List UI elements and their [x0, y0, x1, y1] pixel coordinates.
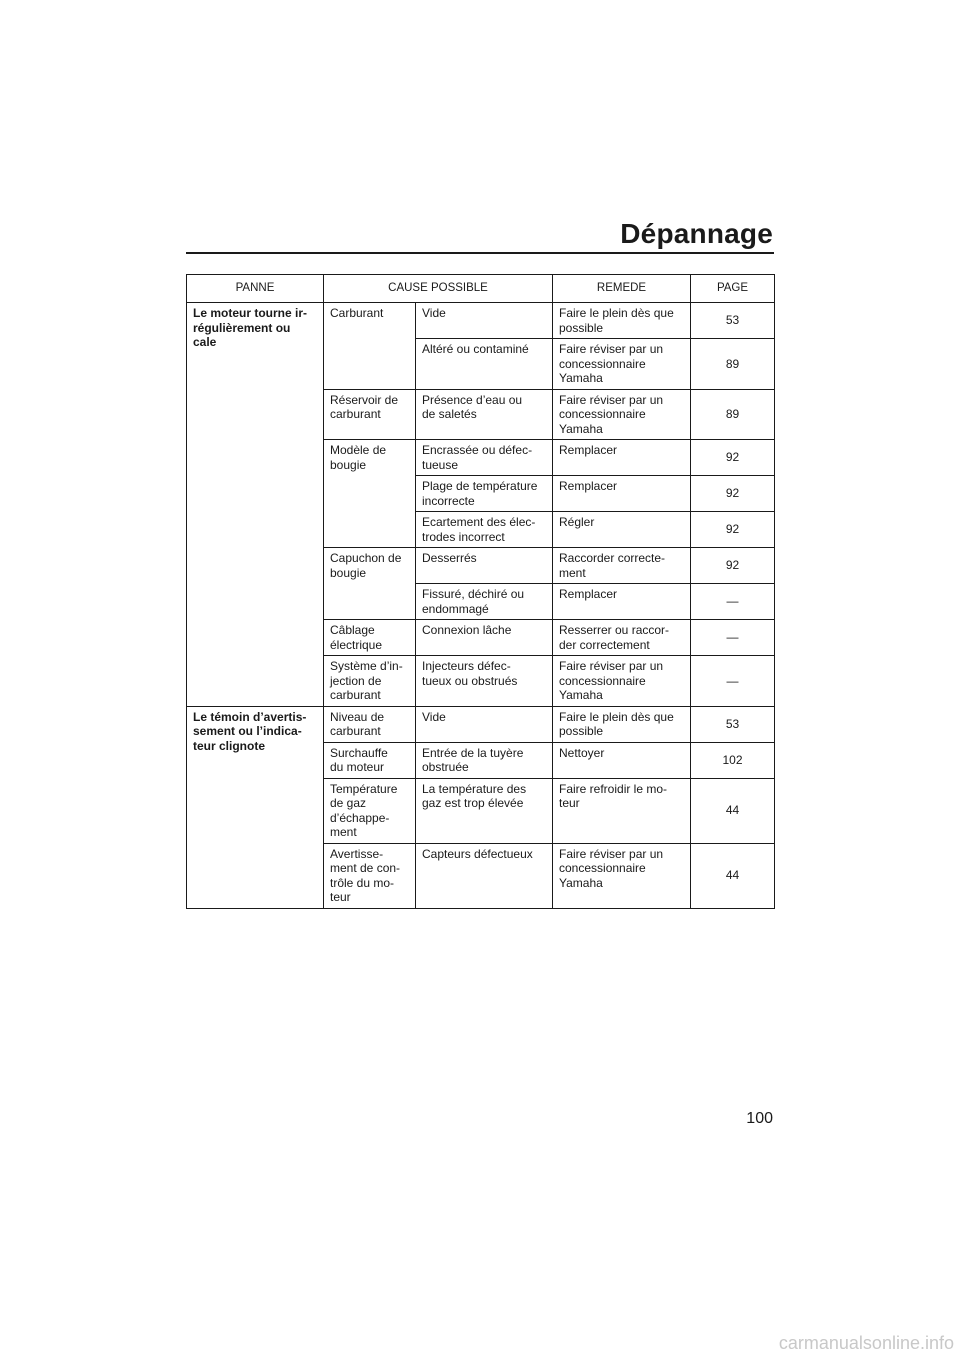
page-cell: 44	[691, 843, 775, 908]
remede-cell: Raccorder correcte- ment	[553, 548, 691, 584]
cause-cell: Niveau de carburant	[324, 706, 416, 742]
remede-cell: Faire le plein dès que possible	[553, 706, 691, 742]
table-row	[187, 706, 775, 742]
cause-detail-cell: Altéré ou contaminé	[416, 339, 553, 390]
page-cell: 44	[691, 778, 775, 843]
cause-cell: Carburant	[324, 303, 416, 390]
remede-cell: Faire réviser par un concessionnaire Yamaha	[553, 389, 691, 440]
remede-cell: Remplacer	[553, 440, 691, 476]
cause-cell: Câblage électrique	[324, 620, 416, 656]
remede-cell: Faire le plein dès que possible	[553, 303, 691, 339]
page-cell: —	[691, 584, 775, 620]
cause-detail-cell: Ecartement des élec- trodes incorrect	[416, 512, 553, 548]
cause-cell: Température de gaz d’échappe- ment	[324, 778, 416, 843]
header-panne: PANNE	[187, 275, 324, 303]
cause-cell: Système d’in- jection de carburant	[324, 656, 416, 707]
remede-cell: Remplacer	[553, 584, 691, 620]
cause-detail-cell: Vide	[416, 706, 553, 742]
page-cell: 92	[691, 512, 775, 548]
panne-cell: Le témoin d’avertis- sement ou l’indica- teur clignote	[187, 706, 324, 908]
page-cell: 92	[691, 548, 775, 584]
cause-detail-cell: Fissuré, déchiré ou endommagé	[416, 584, 553, 620]
cause-cell: Surchauffe du moteur	[324, 742, 416, 778]
page-cell: 53	[691, 706, 775, 742]
page-cell: 89	[691, 339, 775, 390]
page-cell: 53	[691, 303, 775, 339]
table-row	[187, 303, 775, 339]
page-cell: —	[691, 620, 775, 656]
header-cause: CAUSE POSSIBLE	[324, 275, 553, 303]
cause-detail-cell: Présence d’eau ou de saletés	[416, 389, 553, 440]
cause-cell: Modèle de bougie	[324, 440, 416, 548]
title-rule	[186, 252, 774, 254]
header-remede: REMEDE	[553, 275, 691, 303]
page-cell: 92	[691, 476, 775, 512]
cause-cell: Capuchon de bougie	[324, 548, 416, 620]
page-title: Dépannage	[620, 218, 773, 249]
cause-detail-cell: Capteurs défectueux	[416, 843, 553, 908]
remede-cell: Faire réviser par un concessionnaire Yamaha	[553, 656, 691, 707]
page-cell: —	[691, 656, 775, 707]
page-cell: 89	[691, 389, 775, 440]
remede-cell: Faire réviser par un concessionnaire Yamaha	[553, 843, 691, 908]
remede-cell: Faire refroidir le mo- teur	[553, 778, 691, 843]
cause-detail-cell: Connexion lâche	[416, 620, 553, 656]
troubleshooting-table	[186, 274, 775, 909]
table-header-row	[187, 275, 775, 303]
cause-detail-cell: Vide	[416, 303, 553, 339]
cause-detail-cell: Plage de température incorrecte	[416, 476, 553, 512]
remede-cell: Resserrer ou raccor- der correctement	[553, 620, 691, 656]
remede-cell: Faire réviser par un concessionnaire Yamaha	[553, 339, 691, 390]
cause-cell: Avertisse- ment de con- trôle du mo- teur	[324, 843, 416, 908]
page-cell: 102	[691, 742, 775, 778]
remede-cell: Régler	[553, 512, 691, 548]
watermark: carmanualsonline.info	[778, 1333, 954, 1353]
remede-cell: Remplacer	[553, 476, 691, 512]
cause-detail-cell: Encrassée ou défec- tueuse	[416, 440, 553, 476]
page-number: 100	[746, 1110, 773, 1127]
header-page: PAGE	[691, 275, 775, 303]
cause-detail-cell: Injecteurs défec- tueux ou obstrués	[416, 656, 553, 707]
table-body	[187, 303, 775, 909]
cause-detail-cell: Entrée de la tuyère obstruée	[416, 742, 553, 778]
cause-cell: Réservoir de carburant	[324, 389, 416, 440]
cause-detail-cell: La température des gaz est trop élevée	[416, 778, 553, 843]
panne-cell: Le moteur tourne ir- régulièrement ou cale	[187, 303, 324, 707]
cause-detail-cell: Desserrés	[416, 548, 553, 584]
page-cell: 92	[691, 440, 775, 476]
remede-cell: Nettoyer	[553, 742, 691, 778]
